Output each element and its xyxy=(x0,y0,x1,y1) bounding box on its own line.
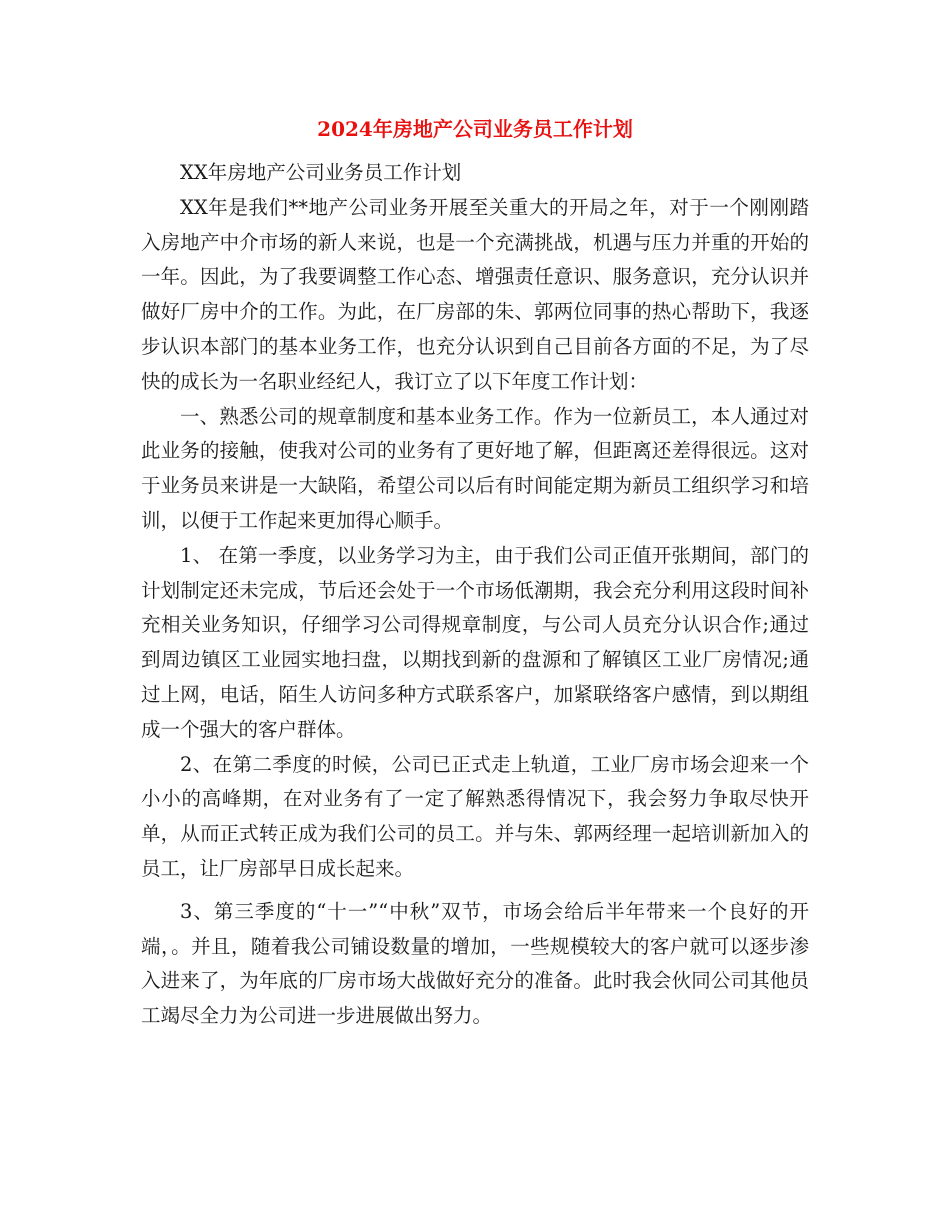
paragraph-q1-plan: 1、 在第一季度，以业务学习为主，由于我们公司正值开张期间，部门的计划制定还未完成，节后还会处于一个市场低潮期，我会充分利用这段时间补充相关业务知识，仔细学习公司得规章制度，与公司人员充分认识合作;通过到周边镇区工业园实地扫盘，以期找到新的盘源和了解镇区工业厂房情况;通过上网，电话，陌生人访问多种方式联系客户，加紧联络客户感情，到以期组成一个强大的客户群体。 xyxy=(141,543,809,741)
paragraph-intro: XX年是我们**地产公司业务开展至关重大的开局之年，对于一个刚刚踏入房地产中介市场的新人来说，也是一个充满挑战，机遇与压力并重的开始的一年。因此，为了我要调整工作心态、增强责任意识、服务意识，充分认识并做好厂房中介的工作。为此，在厂房部的朱、郭两位同事的热心帮助下，我逐步认识本部门的基本业务工作，也充分认识到自己目前各方面的不足，为了尽快的成长为一名职业经纪人，我订立了以下年度工作计划： xyxy=(141,195,809,393)
paragraph-subtitle: XX年房地产公司业务员工作计划 xyxy=(180,161,462,184)
paragraph-q2-plan: 2、在第二季度的时候，公司已正式走上轨道，工业厂房市场会迎来一个小小的高峰期，在对业务有了一定了解熟悉得情况下，我会努力争取尽快开单，从而正式转正成为我们公司的员工。并与朱、郭两经理一起培训新加入的员工，让厂房部早日成长起来。 xyxy=(141,752,809,880)
paragraph-section-one: 一、熟悉公司的规章制度和基本业务工作。作为一位新员工，本人通过对此业务的接触，使我对公司的业务有了更好地了解，但距离还差得很远。这对于业务员来讲是一大缺陷，希望公司以后有时间能定期为新员工组织学习和培训，以便于工作起来更加得心顺手。 xyxy=(141,404,809,532)
paragraph-q3-plan: 3、第三季度的“十一”“中秋”双节，市场会给后半年带来一个良好的开端，。并且，随着我公司铺设数量的增加，一些规模较大的客户就可以逐步渗入进来了，为年底的厂房市场大战做好充分的准备。此时我会伙同公司其他员工竭尽全力为公司进一步进展做出努力。 xyxy=(141,899,809,1028)
document-title: 2024年房地产公司业务员工作计划 xyxy=(317,117,633,141)
document-body xyxy=(141,156,809,1034)
